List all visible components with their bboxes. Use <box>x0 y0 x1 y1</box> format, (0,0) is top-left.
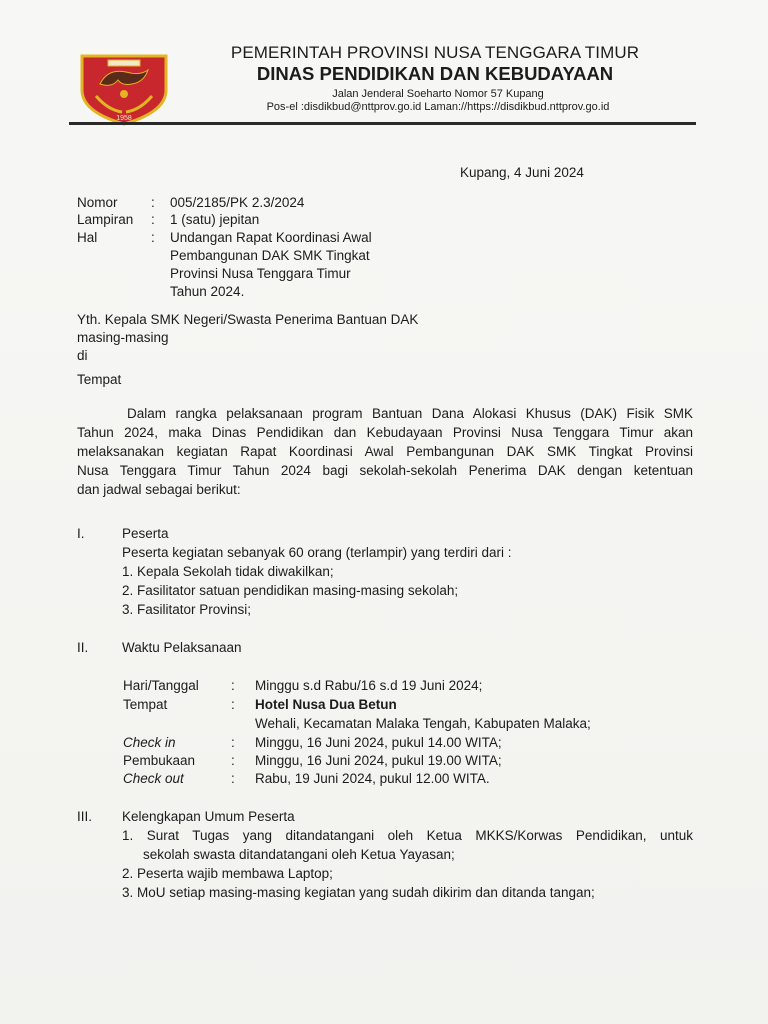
body-line: dan jadwal sebagai berikut: <box>77 482 241 497</box>
list-item: 3. Fasilitator Provinsi; <box>122 602 252 617</box>
colon: : <box>151 230 155 245</box>
body-line: Nusa Tenggara Timur Tahun 2024 bagi sekolah-sekolah Penerima DAK dengan ketentuan <box>77 463 693 478</box>
schedule-label: Pembukaan <box>123 753 196 768</box>
colon: : <box>231 771 235 786</box>
schedule-label: Check in <box>123 735 176 750</box>
colon: : <box>231 697 235 712</box>
lampiran-label: Lampiran <box>77 212 134 227</box>
letterhead-government: PEMERINTAH PROVINSI NUSA TENGGARA TIMUR <box>230 43 640 62</box>
letterhead-department: DINAS PENDIDIKAN DAN KEBUDAYAAN <box>256 63 614 84</box>
schedule-value: Rabu, 19 Juni 2024, pukul 12.00 WITA. <box>255 771 490 786</box>
section-number: III. <box>77 809 93 824</box>
section-number: I. <box>77 526 85 541</box>
schedule-value: Minggu, 16 Juni 2024, pukul 14.00 WITA; <box>255 735 502 750</box>
colon: : <box>231 753 235 768</box>
body-line: Dalam rangka pelaksanaan program Bantuan Dana Alokasi Khusus (DAK) Fisik SMK <box>127 406 693 421</box>
letterhead-address: Jalan Jenderal Soeharto Nomor 57 Kupang <box>332 88 544 100</box>
list-item: 3. MoU setiap masing-masing kegiatan yang sudah dikirim dan ditanda tangan; <box>122 885 595 900</box>
hal-line: Pembangunan DAK SMK Tingkat <box>170 248 370 263</box>
lampiran-value: 1 (satu) jepitan <box>170 212 260 227</box>
hal-line: Tahun 2024. <box>170 284 245 299</box>
recipient-line: Tempat <box>77 372 122 387</box>
letterhead-contact: Pos-el :disdikbud@nttprov.go.id Laman://https://disdikbud.nttprov.go.id <box>266 101 610 113</box>
recipient-line: di <box>77 348 88 363</box>
nomor-label: Nomor <box>77 195 118 210</box>
schedule-value: Minggu, 16 Juni 2024, pukul 19.00 WITA; <box>255 753 502 768</box>
hal-line: Provinsi Nusa Tenggara Timur <box>170 266 351 281</box>
schedule-label: Check out <box>123 771 184 786</box>
schedule-value: Minggu s.d Rabu/16 s.d 19 Juni 2024; <box>255 678 483 693</box>
section-title: Kelengkapan Umum Peserta <box>122 809 295 824</box>
list-item: 1. Surat Tugas yang ditandatangani oleh Ketua MKKS/Korwas Pendidikan, untuk <box>122 828 693 843</box>
recipient-line: masing-masing <box>77 330 169 345</box>
nomor-value: 005/2185/PK 2.3/2024 <box>170 195 305 210</box>
list-item: 1. Kepala Sekolah tidak diwakilkan; <box>122 564 334 579</box>
list-item: 2. Peserta wajib membawa Laptop; <box>122 866 333 881</box>
hal-line: Undangan Rapat Koordinasi Awal <box>170 230 372 245</box>
section-title: Waktu Pelaksanaan <box>122 640 242 655</box>
list-item: 2. Fasilitator satuan pendidikan masing-masing sekolah; <box>122 583 459 598</box>
colon: : <box>231 678 235 693</box>
schedule-label: Tempat <box>123 697 168 712</box>
body-line: Tahun 2024, maka Dinas Pendidikan dan Kebudayaan Provinsi Nusa Tenggara Timur akan <box>77 425 693 440</box>
emblem-year: 1958 <box>116 115 132 122</box>
section-intro: Peserta kegiatan sebanyak 60 orang (terlampir) yang terdiri dari : <box>122 545 512 560</box>
recipient-line: Yth. Kepala SMK Negeri/Swasta Penerima Bantuan DAK <box>77 312 419 327</box>
venue-address: Wehali, Kecamatan Malaka Tengah, Kabupaten Malaka; <box>255 716 591 731</box>
colon: : <box>151 195 155 210</box>
letterhead-divider <box>69 122 696 125</box>
section-title: Peserta <box>122 526 169 541</box>
colon: : <box>231 735 235 750</box>
body-line: melaksanakan kegiatan Rapat Koordinasi Awal Pembangunan DAK SMK Tingkat Provinsi <box>77 444 693 459</box>
schedule-label: Hari/Tanggal <box>123 678 199 693</box>
place-date: Kupang, 4 Juni 2024 <box>460 165 584 180</box>
section-number: II. <box>77 640 89 655</box>
list-item-continuation: sekolah swasta ditandatangani oleh Ketua Yayasan; <box>143 847 455 862</box>
hal-label: Hal <box>77 230 98 245</box>
venue-name: Hotel Nusa Dua Betun <box>255 697 397 712</box>
colon: : <box>151 212 155 227</box>
